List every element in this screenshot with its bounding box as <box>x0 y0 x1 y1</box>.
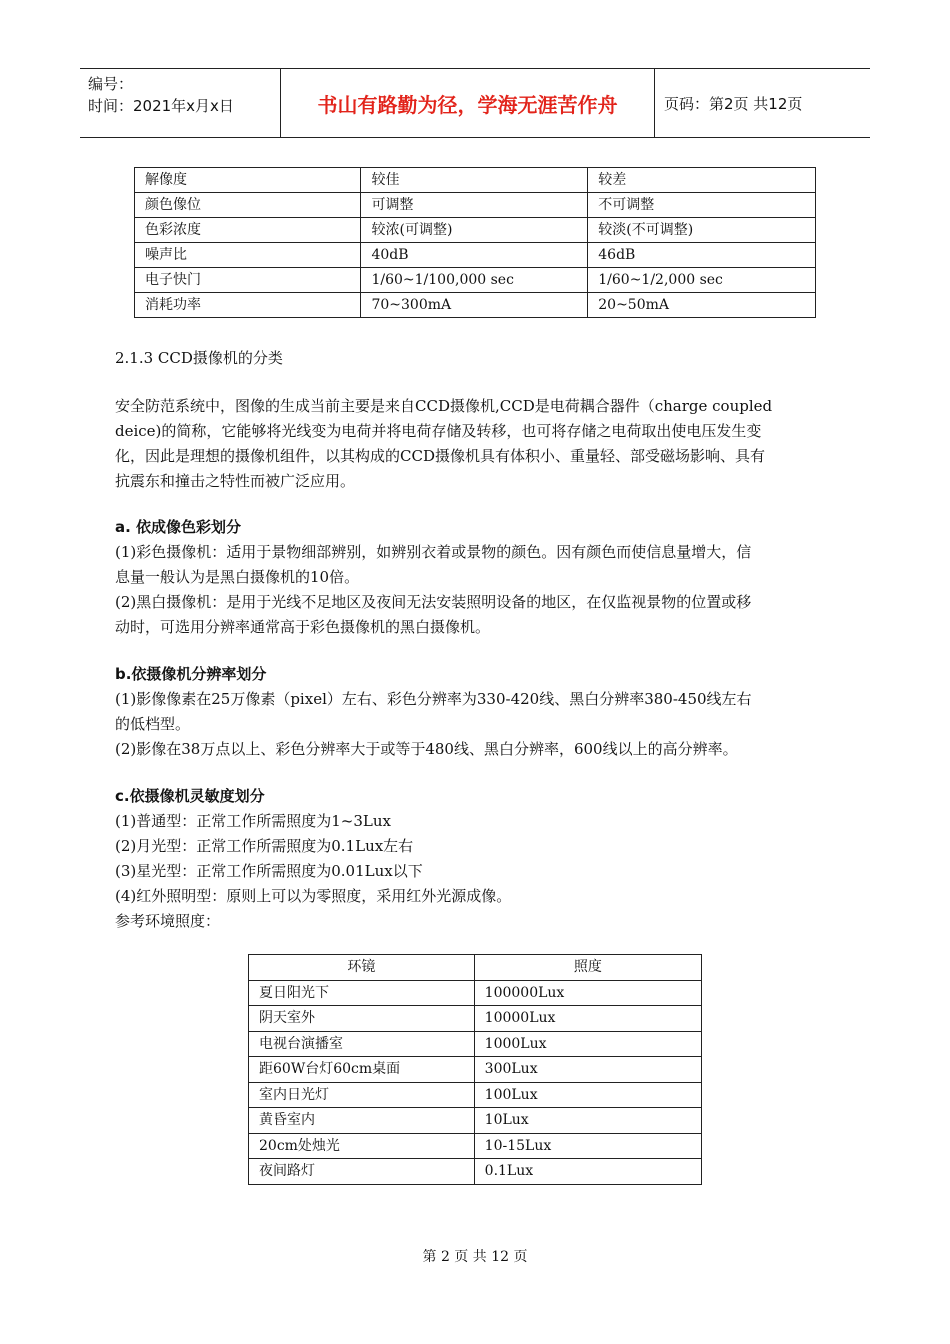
table-cell: 10-15Lux <box>474 1133 701 1159</box>
table-cell: 10000Lux <box>474 1006 701 1032</box>
table-cell: 电视台演播室 <box>249 1031 475 1057</box>
text-line: (1)普通型：正常工作所需照度为1~3Lux <box>115 812 391 830</box>
text-line: (1)彩色摄像机：适用于景物细部辨别，如辨别衣着或景物的颜色。因有颜色而使信息量增大，信 <box>115 543 752 561</box>
table-row <box>249 1057 702 1083</box>
table-cell: 300Lux <box>474 1057 701 1083</box>
table-header-cell: 照度 <box>474 955 701 981</box>
table-cell: 20cm处烛光 <box>249 1133 475 1159</box>
table-row <box>135 168 816 193</box>
table-row <box>249 1108 702 1134</box>
table-row <box>249 980 702 1006</box>
table-cell: 噪声比 <box>135 243 361 268</box>
table-cell: 解像度 <box>135 168 361 193</box>
section-a <box>115 515 840 640</box>
section-b <box>115 662 840 762</box>
comparison-table <box>134 167 816 318</box>
text-line: 的低档型。 <box>115 715 191 733</box>
text-line: (2)影像在38万点以上、彩色分辨率大于或等于480线、黑白分辨率，600线以上的高分辨率。 <box>115 740 738 758</box>
header-page-info: 页码：第2页 共12页 <box>664 95 803 113</box>
section-b-title: b.依摄像机分辨率划分 <box>115 665 267 683</box>
table-cell: 20~50mA <box>588 293 816 318</box>
table-cell: 夜间路灯 <box>249 1159 475 1185</box>
table-row <box>249 1031 702 1057</box>
table-cell: 1/60~1/100,000 sec <box>361 268 588 293</box>
table-row <box>135 293 816 318</box>
text-line: (1)影像像素在25万像素（pixel）左右、彩色分辨率为330-420线、黑白分辨率380-450线左右 <box>115 690 752 708</box>
text-line: 化，因此是理想的摄像机组件，以其构成的CCD摄像机具有体积小、重量轻、部受磁场影响、具有 <box>115 447 765 465</box>
intro-paragraph <box>115 394 840 494</box>
doc-date: 时间：2021年x月x日 <box>88 97 234 115</box>
section-a-title: a. 依成像色彩划分 <box>115 518 242 536</box>
table-row <box>249 1082 702 1108</box>
table-cell: 较浓(可调整) <box>361 218 588 243</box>
table-cell: 距60W台灯60cm桌面 <box>249 1057 475 1083</box>
page-header <box>80 68 870 138</box>
table-row <box>135 218 816 243</box>
table-cell: 阴天室外 <box>249 1006 475 1032</box>
text-line: 安全防范系统中，图像的生成当前主要是来自CCD摄像机,CCD是电荷耦合器件（charge coupled <box>115 397 773 415</box>
table-cell: 消耗功率 <box>135 293 361 318</box>
illuminance-table <box>248 954 702 1185</box>
table-row <box>135 243 816 268</box>
text-line: 息量一般认为是黑白摄像机的10倍。 <box>115 568 360 586</box>
table-row <box>135 268 816 293</box>
text-line: (2)月光型：正常工作所需照度为0.1Lux左右 <box>115 837 414 855</box>
table-cell: 颜色像位 <box>135 193 361 218</box>
table-cell: 100Lux <box>474 1082 701 1108</box>
table-cell: 46dB <box>588 243 816 268</box>
table-cell: 10Lux <box>474 1108 701 1134</box>
table-cell: 1000Lux <box>474 1031 701 1057</box>
table-row <box>135 193 816 218</box>
table-row <box>249 1006 702 1032</box>
table-cell: 100000Lux <box>474 980 701 1006</box>
header-motto: 书山有路勤为径，学海无涯苦作舟 <box>317 93 618 117</box>
doc-code-label: 编号： <box>88 75 134 93</box>
table-row <box>249 1159 702 1185</box>
table-cell: 70~300mA <box>361 293 588 318</box>
text-line: 参考环境照度： <box>115 912 221 930</box>
text-line: (2)黑白摄像机：是用于光线不足地区及夜间无法安装照明设备的地区，在仅监视景物的位置或移 <box>115 593 752 611</box>
table-cell: 夏日阳光下 <box>249 980 475 1006</box>
table-header-cell: 环镜 <box>249 955 475 981</box>
table-cell: 40dB <box>361 243 588 268</box>
section-c-title: c.依摄像机灵敏度划分 <box>115 787 265 805</box>
table-cell: 黄昏室内 <box>249 1108 475 1134</box>
table-cell: 1/60~1/2,000 sec <box>588 268 816 293</box>
table-row <box>249 1133 702 1159</box>
text-line: 动时，可选用分辨率通常高于彩色摄像机的黑白摄像机。 <box>115 618 491 636</box>
table-header-row <box>249 955 702 981</box>
table-cell: 色彩浓度 <box>135 218 361 243</box>
text-line: (4)红外照明型：原则上可以为零照度，采用红外光源成像。 <box>115 887 512 905</box>
table-cell: 电子快门 <box>135 268 361 293</box>
section-title: 2.1.3 CCD摄像机的分类 <box>115 349 283 367</box>
page-footer: 第 2 页 共 12 页 <box>422 1249 528 1265</box>
table-cell: 不可调整 <box>588 193 816 218</box>
text-line: (3)星光型：正常工作所需照度为0.01Lux以下 <box>115 862 423 880</box>
table-cell: 0.1Lux <box>474 1159 701 1185</box>
text-line: deice)的简称，它能够将光线变为电荷并将电荷存储及转移，也可将存储之电荷取出使电压发生变 <box>115 422 762 440</box>
table-cell: 较差 <box>588 168 816 193</box>
table-cell: 较佳 <box>361 168 588 193</box>
header-divider <box>654 69 655 137</box>
section-c <box>115 784 840 934</box>
table-cell: 室内日光灯 <box>249 1082 475 1108</box>
table-cell: 较淡(不可调整) <box>588 218 816 243</box>
text-line: 抗震东和撞击之特性而被广泛应用。 <box>115 472 356 490</box>
table-cell: 可调整 <box>361 193 588 218</box>
header-left <box>88 73 234 117</box>
